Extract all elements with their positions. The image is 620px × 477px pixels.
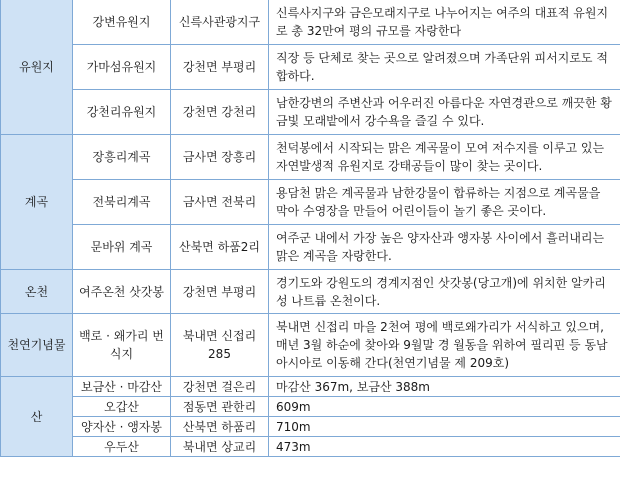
site-name-cell: 문바위 계곡 — [73, 225, 171, 270]
description-cell: 남한강변의 주변산과 어우러진 아름다운 자연경관으로 깨끗한 황금빛 모래밭에서 강수욕을 즐길 수 있다. — [269, 90, 620, 135]
site-name-cell: 우두산 — [73, 437, 171, 457]
category-cell: 온천 — [1, 270, 73, 314]
location-cell: 북내면 신접리 285 — [171, 314, 269, 377]
table-row — [1, 180, 620, 225]
location-cell: 강천면 부평리 — [171, 45, 269, 90]
location-cell: 신륵사관광지구 — [171, 0, 269, 45]
table-row — [1, 377, 620, 397]
description-cell: 직장 등 단체로 찾는 곳으로 알려졌으며 가족단위 피서지로도 적합하다. — [269, 45, 620, 90]
table-row — [1, 90, 620, 135]
category-cell: 계곡 — [1, 135, 73, 270]
description-cell: 천덕봉에서 시작되는 맑은 계곡물이 모여 저수지를 이루고 있는 자연발생적 유원지로 강태공들이 많이 찾는 곳이다. — [269, 135, 620, 180]
location-cell: 강천면 강천리 — [171, 90, 269, 135]
table-row — [1, 0, 620, 45]
location-cell: 산북면 하품리 — [171, 417, 269, 437]
table-row — [1, 270, 620, 314]
site-name-cell: 전북리계곡 — [73, 180, 171, 225]
description-cell: 경기도와 강원도의 경계지점인 삿갓봉(당고개)에 위치한 알카리성 나트륨 온천이다. — [269, 270, 620, 314]
description-cell: 여주군 내에서 가장 높은 양자산과 앵자봉 사이에서 흘러내리는 맑은 계곡을 자랑한다. — [269, 225, 620, 270]
description-cell: 마감산 367m, 보금산 388m — [269, 377, 620, 397]
site-name-cell: 양자산 · 앵자봉 — [73, 417, 171, 437]
site-name-cell: 백로 · 왜가리 번식지 — [73, 314, 171, 377]
category-cell: 산 — [1, 377, 73, 457]
site-name-cell: 오갑산 — [73, 397, 171, 417]
table-row — [1, 135, 620, 180]
description-cell: 609m — [269, 397, 620, 417]
location-cell: 산북면 하품2리 — [171, 225, 269, 270]
site-name-cell: 장흥리계곡 — [73, 135, 171, 180]
description-cell: 용담천 맑은 계곡물과 남한강물이 합류하는 지점으로 계곡물을 막아 수영장을 만들어 어린이들이 놀기 좋은 곳이다. — [269, 180, 620, 225]
site-name-cell: 여주온천 삿갓봉 — [73, 270, 171, 314]
table-row — [1, 225, 620, 270]
location-cell: 강천면 부평리 — [171, 270, 269, 314]
description-cell: 473m — [269, 437, 620, 457]
description-cell: 북내면 신접리 마을 2천여 평에 백로왜가리가 서식하고 있으며, 매년 3월 하순에 찾아와 9월말 경 월동을 위하여 필리핀 등 동남아시아로 이동해 간다(천연기념물 제 209호) — [269, 314, 620, 377]
description-cell: 710m — [269, 417, 620, 437]
site-name-cell: 강천리유원지 — [73, 90, 171, 135]
site-name-cell: 강변유원지 — [73, 0, 171, 45]
table-row — [1, 314, 620, 377]
location-cell: 금사면 전북리 — [171, 180, 269, 225]
location-cell: 점동면 관한리 — [171, 397, 269, 417]
location-cell: 북내면 상교리 — [171, 437, 269, 457]
site-name-cell: 가마섬유원지 — [73, 45, 171, 90]
table-row — [1, 437, 620, 457]
table-row — [1, 45, 620, 90]
site-name-cell: 보금산 · 마감산 — [73, 377, 171, 397]
description-cell: 신륵사지구와 금은모래지구로 나누어지는 여주의 대표적 유원지로 총 32만여 평의 규모를 자랑한다 — [269, 0, 620, 45]
location-cell: 금사면 장흥리 — [171, 135, 269, 180]
location-cell: 강천면 걸은리 — [171, 377, 269, 397]
table-row — [1, 417, 620, 437]
category-cell: 유원지 — [1, 0, 73, 135]
table-row — [1, 397, 620, 417]
category-cell: 천연기념물 — [1, 314, 73, 377]
